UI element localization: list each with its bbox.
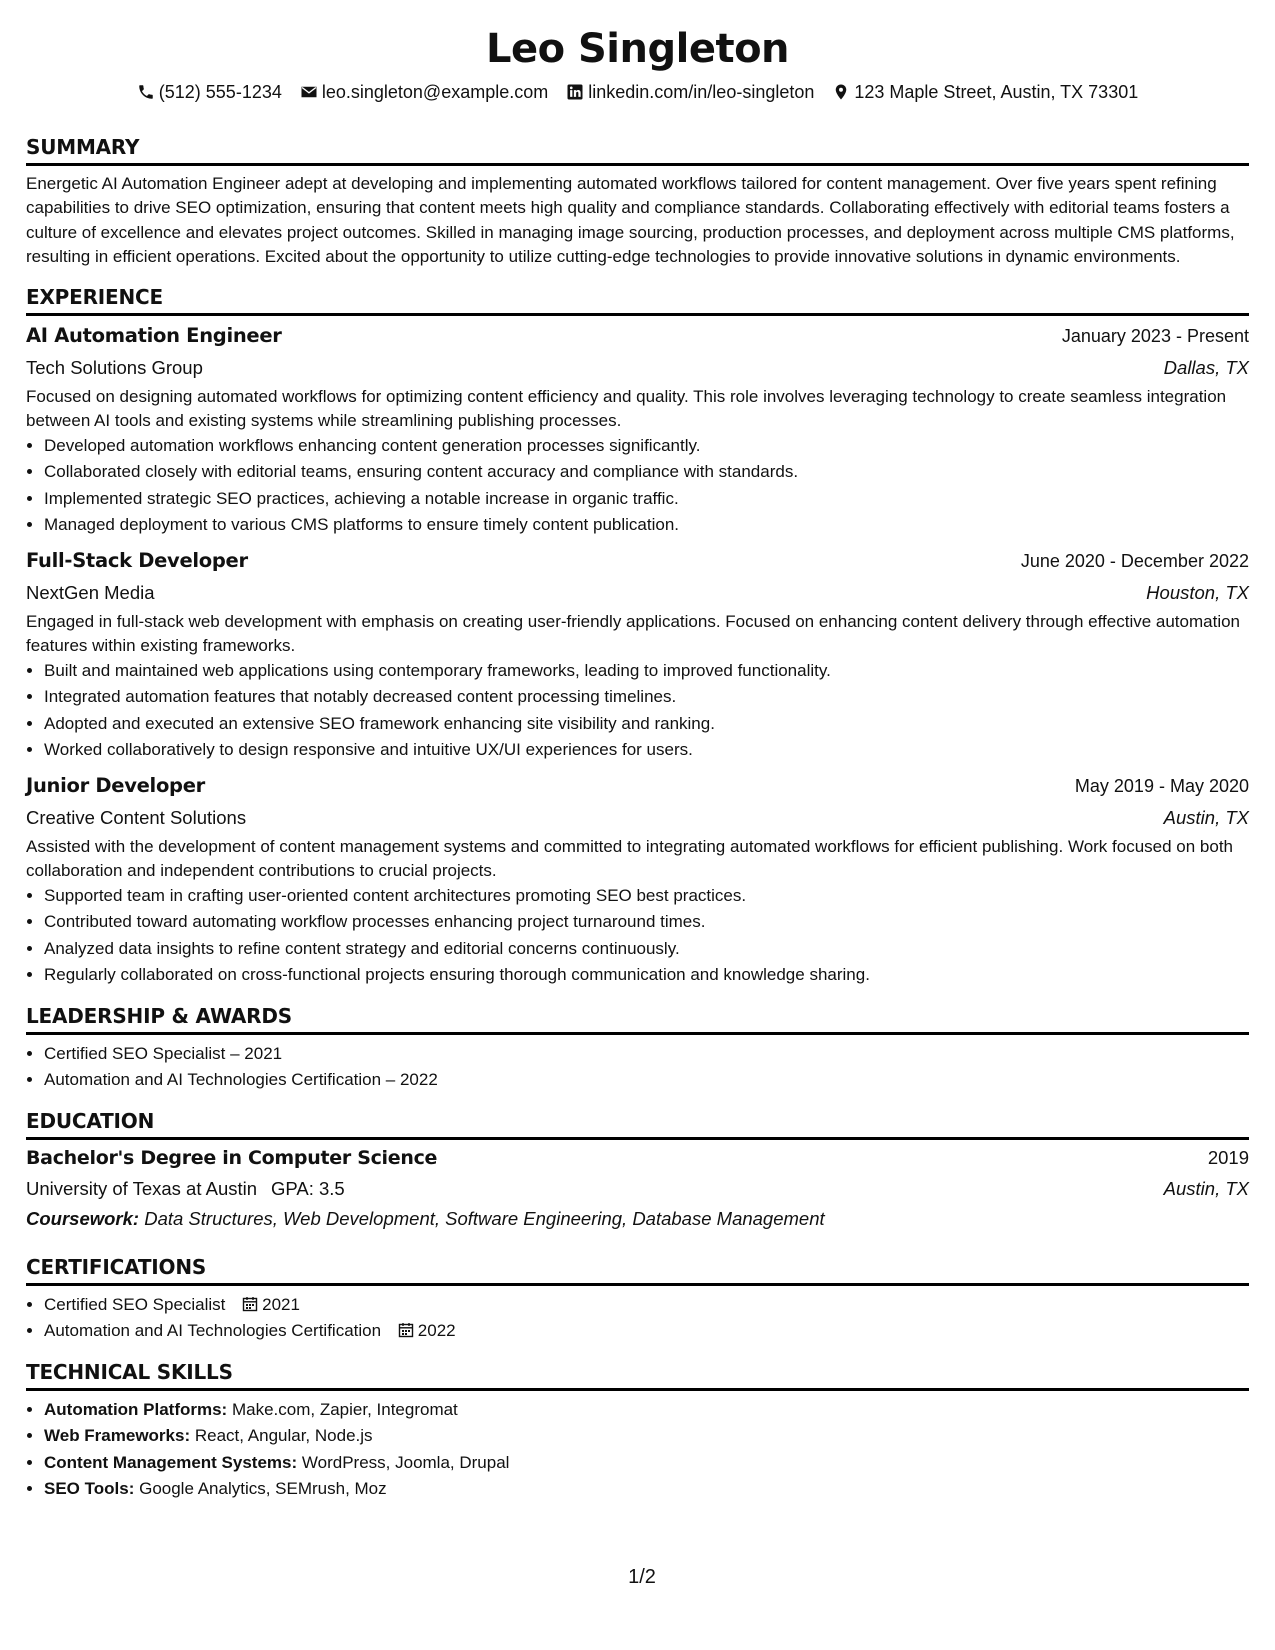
job-description: Engaged in full-stack web development with emphasis on creating user-friendly applications. Focused on enhancing content delivery through effective automation features within existing frameworks.: [26, 611, 1241, 655]
linkedin-icon: [566, 83, 584, 101]
education-school-line: [26, 1174, 345, 1204]
education-gpa: GPA: 3.5: [271, 1177, 345, 1199]
experience-section: [26, 284, 1249, 989]
summary-section: [26, 134, 1249, 270]
education-location: Austin, TX: [1163, 1177, 1249, 1199]
calendar-icon: [398, 1322, 414, 1338]
job-title: AI Automation Engineer: [26, 323, 282, 347]
skills-heading: TECHNICAL SKILLS: [26, 1359, 1249, 1391]
certification-year: 2022: [417, 1321, 456, 1341]
list-item: [44, 1423, 1249, 1450]
job-title: Full-Stack Developer: [26, 548, 248, 572]
skill-label: SEO Tools:: [44, 1479, 135, 1499]
job-location: Dallas, TX: [1163, 356, 1249, 378]
contact-address-text: 123 Maple Street, Austin, TX 73301: [854, 81, 1139, 102]
education-section: [26, 1108, 1249, 1234]
job-location: Houston, TX: [1146, 581, 1249, 603]
list-item: • Regularly collaborated on cross-functional projects ensuring thorough communication and knowledge sharing.: [44, 962, 1249, 989]
job-bullets: [26, 433, 1249, 539]
list-item: • Supported team in crafting user-oriented content architectures promoting SEO best practices.: [44, 883, 1249, 910]
envelope-icon: [300, 83, 318, 101]
skills-list: [26, 1397, 1249, 1503]
contact-phone-text: (512) 555-1234: [158, 81, 282, 102]
job-dates: May 2019 - May 2020: [1074, 775, 1249, 796]
list-item: • Automation and AI Technologies Certification – 2022: [44, 1067, 1249, 1094]
contact-address: [832, 82, 1138, 103]
education-degree: Bachelor's Degree in Computer Science: [26, 1146, 438, 1169]
list-item: • Collaborated closely with editorial teams, ensuring content accuracy and compliance with standards.: [44, 459, 1249, 486]
job-entry: [26, 545, 1249, 764]
job-entry: [26, 320, 1249, 539]
job-title: Junior Developer: [26, 773, 205, 797]
list-item: • Developed automation workflows enhancing content generation processes significantly.: [44, 433, 1249, 460]
job-entry: [26, 770, 1249, 989]
job-bullets: [26, 658, 1249, 764]
list-item: [44, 1397, 1249, 1424]
contact-linkedin[interactable]: [566, 82, 814, 103]
contact-phone[interactable]: [137, 82, 282, 103]
certifications-heading: CERTIFICATIONS: [26, 1254, 1249, 1286]
job-location: Austin, TX: [1163, 806, 1249, 828]
candidate-name: Leo Singleton: [485, 26, 790, 72]
calendar-icon: [242, 1296, 258, 1312]
job-description: Assisted with the development of content management systems and committed to integrating automated workflows for efficient publishing. Work focused on both collaboration and independent contributions to crucial projects.: [26, 836, 1234, 880]
job-dates: January 2023 - Present: [1061, 325, 1249, 346]
education-coursework: [26, 1204, 1249, 1234]
certification-year: 2021: [262, 1294, 300, 1314]
leadership-heading: LEADERSHIP & AWARDS: [26, 1003, 1249, 1035]
skill-label: Content Management Systems:: [44, 1452, 298, 1472]
list-item: • Adopted and executed an extensive SEO framework enhancing site visibility and ranking.: [44, 711, 1249, 738]
list-item: • Worked collaboratively to design responsive and intuitive UX/UI experiences for users.: [44, 737, 1249, 764]
education-heading: EDUCATION: [26, 1108, 1249, 1140]
list-item: [44, 1292, 1249, 1319]
certifications-section: [26, 1254, 1249, 1345]
list-item: • Implemented strategic SEO practices, achieving a notable increase in organic traffic.: [44, 486, 1249, 513]
leadership-section: [26, 1003, 1249, 1094]
phone-icon: [137, 83, 155, 101]
contact-linkedin-text: linkedin.com/in/leo-singleton: [588, 81, 815, 102]
skill-label: Automation Platforms:: [44, 1399, 228, 1419]
job-dates: June 2020 - December 2022: [1020, 550, 1249, 571]
job-company: Tech Solutions Group: [26, 356, 203, 378]
skill-value: Google Analytics, SEMrush, Moz: [139, 1479, 387, 1499]
certification-name: Certified SEO Specialist: [44, 1294, 226, 1314]
experience-heading: EXPERIENCE: [26, 284, 1249, 316]
list-item: • Contributed toward automating workflow processes enhancing project turnaround times.: [44, 909, 1249, 936]
resume-page: [26, 0, 1249, 1503]
coursework-label: Coursework:: [26, 1207, 140, 1229]
job-description: Focused on designing automated workflows for optimizing content efficiency and quality. This role involves leveraging technology to create seamless integration between AI tools and existing systems while streamlining publishing processes.: [26, 386, 1227, 430]
summary-heading: SUMMARY: [26, 134, 1249, 166]
map-pin-icon: [832, 83, 850, 101]
list-item: • Certified SEO Specialist – 2021: [44, 1041, 1249, 1068]
summary-text: Energetic AI Automation Engineer adept at developing and implementing automated workflows tailored for content management. Over five years spent refining capabilities to drive SEO optimization, ensuring that content meets high quality and compliance standards. Collaborating effectively with editorial teams fosters a culture of excellence and elevates project outcomes. Skilled in managing image sourcing, production processes, and deployment across multiple CMS platforms, resulting in efficient operations. Excited about the opportunity to utilize cutting-edge technologies to provide innovative solutions in dynamic environments.: [26, 174, 1235, 267]
skills-section: [26, 1359, 1249, 1503]
certifications-list: [26, 1292, 1249, 1345]
skill-value: Make.com, Zapier, Integromat: [231, 1399, 458, 1419]
list-item: [44, 1476, 1249, 1503]
page-number: 1/2: [628, 1566, 656, 1588]
job-company: NextGen Media: [26, 581, 155, 603]
job-company: Creative Content Solutions: [26, 806, 247, 828]
skill-label: Web Frameworks:: [44, 1426, 191, 1446]
skill-value: React, Angular, Node.js: [194, 1426, 373, 1446]
job-bullets: [26, 883, 1249, 989]
skill-value: WordPress, Joomla, Drupal: [301, 1452, 510, 1472]
contact-bar: [26, 80, 1249, 104]
list-item: • Managed deployment to various CMS platforms to ensure timely content publication.: [44, 512, 1249, 539]
list-item: [44, 1450, 1249, 1477]
list-item: • Integrated automation features that notably decreased content processing timelines.: [44, 684, 1249, 711]
list-item: [44, 1318, 1249, 1345]
certification-name: Automation and AI Technologies Certification: [44, 1321, 382, 1341]
leadership-list: [26, 1041, 1249, 1094]
contact-email-text: leo.singleton@example.com: [321, 81, 549, 102]
contact-email[interactable]: [300, 82, 548, 103]
list-item: • Analyzed data insights to refine content strategy and editorial concerns continuously.: [44, 936, 1249, 963]
education-year: 2019: [1207, 1146, 1249, 1168]
list-item: • Built and maintained web applications using contemporary frameworks, leading to improved functionality.: [44, 658, 1249, 685]
coursework-text: Data Structures, Web Development, Software Engineering, Database Management: [144, 1207, 825, 1229]
education-school: University of Texas at Austin: [26, 1177, 258, 1199]
